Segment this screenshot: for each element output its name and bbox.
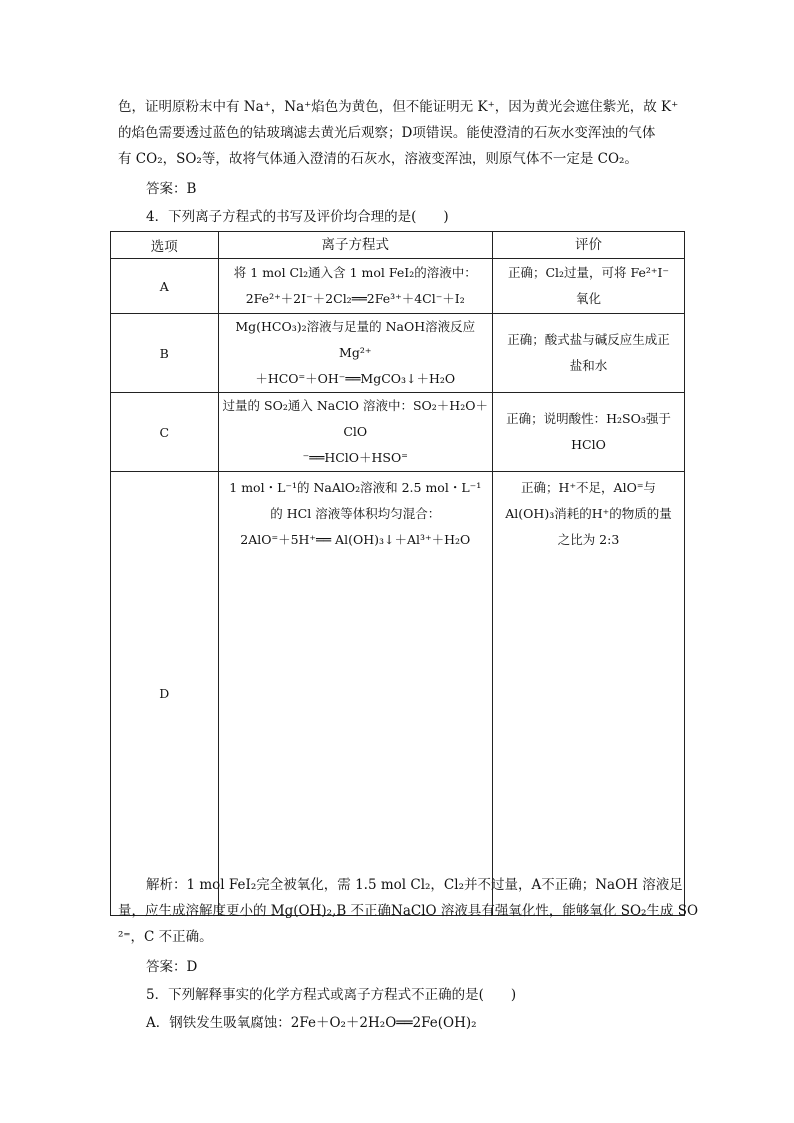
evaluation-b: [492, 314, 684, 393]
intro-line-1: 色，证明原粉末中有 Na⁺，Na⁺焰色为黄色，但不能证明无 K⁺，因为黄光会遮住紫光，故 K⁺: [118, 99, 679, 115]
evaluation-a-line-2: 氧化: [575, 291, 601, 306]
equation-d: [218, 472, 492, 916]
equation-a-line-1: 将 1 mol Cl₂通入含 1 mol FeI₂的溶液中：: [233, 265, 477, 280]
question-4-stem: 4．下列离子方程式的书写及评价均合理的是( ): [146, 209, 449, 225]
analysis-line-1: 解析：1 mol FeI₂完全被氧化，需 1.5 mol Cl₂，Cl₂并不过量，A不正确；NaOH 溶液足: [146, 877, 683, 893]
header-evaluation: 评价: [492, 232, 684, 259]
evaluation-b-line-2: 盐和水: [569, 358, 608, 373]
question-5-stem: 5．下列解释事实的化学方程式或离子方程式不正确的是( ): [146, 987, 517, 1003]
evaluation-c-line-2: HClO: [571, 437, 606, 452]
option-a: A: [111, 259, 219, 314]
question-5-option-a: A．钢铁发生吸氧腐蚀：2Fe＋O₂＋2H₂O══2Fe(OH)₂: [146, 1015, 477, 1031]
equation-b: [218, 314, 492, 393]
header-option: 选项: [111, 232, 219, 259]
option-c: C: [111, 393, 219, 472]
evaluation-a: [492, 259, 684, 314]
equation-d-line-2: 的 HCl 溶液等体积均匀混合：: [270, 506, 441, 521]
evaluation-d-line-1: 正确；H⁺不足，AlO⁼与: [521, 480, 656, 495]
equation-d-line-3: 2AlO⁼＋5H⁺══ Al(OH)₃↓＋Al³⁺＋H₂O: [240, 532, 471, 547]
option-d: D: [111, 472, 219, 916]
evaluation-b-line-1: 正确；酸式盐与碱反应生成正: [507, 332, 670, 347]
evaluation-c: [492, 393, 684, 472]
equation-d-line-1: 1 mol・L⁻¹的 NaAlO₂溶液和 2.5 mol・L⁻¹: [229, 480, 482, 495]
question-4-table: [110, 231, 685, 916]
answer-q4: 答案：D: [146, 959, 198, 975]
equation-a-line-2: 2Fe²⁺＋2I⁻＋2Cl₂══2Fe³⁺＋4Cl⁻＋I₂: [245, 291, 465, 306]
equation-c: [218, 393, 492, 472]
equation-c-line-2: ⁻══HClO＋HSO⁼: [302, 450, 408, 465]
equation-a: [218, 259, 492, 314]
intro-line-3: 有 CO₂，SO₂等，故将气体通入澄清的石灰水，溶液变浑浊，则原气体不一定是 CO₂。: [118, 151, 638, 167]
intro-line-2: 的焰色需要透过蓝色的钴玻璃滤去黄光后观察；D项错误。能使澄清的石灰水变浑浊的气体: [118, 125, 656, 141]
table-header-row: [111, 232, 685, 259]
evaluation-d-line-2: Al(OH)₃消耗的H⁺的物质的量: [505, 506, 672, 521]
option-b: B: [111, 314, 219, 393]
analysis-line-2: 量，应生成溶解度更小的 Mg(OH)₂,B 不正确NaClO 溶液具有强氧化性，能够氧化 SO₂生成 SO: [118, 903, 699, 919]
table-row: [111, 393, 685, 472]
evaluation-d-line-3: 之比为 2:3: [557, 532, 620, 547]
equation-b-line-1: Mg(HCO₃)₂溶液与足量的 NaOH溶液反应 Mg²⁺: [235, 319, 476, 360]
table-row: [111, 259, 685, 314]
equation-b-line-2: ＋HCO⁼＋OH⁻══MgCO₃↓＋H₂O: [255, 371, 456, 386]
evaluation-a-line-1: 正确；Cl₂过量，可将 Fe²⁺I⁻: [507, 265, 670, 280]
answer-q3: 答案：B: [146, 181, 197, 197]
equation-c-line-1: 过量的 SO₂通入 NaClO 溶液中：SO₂＋H₂O＋ClO: [222, 398, 488, 439]
evaluation-d: [492, 472, 684, 916]
analysis-line-3: ²⁼，C 不正确。: [118, 929, 213, 945]
table-row: [111, 472, 685, 916]
header-equation: 离子方程式: [218, 232, 492, 259]
table-row: [111, 314, 685, 393]
evaluation-c-line-1: 正确；说明酸性：H₂SO₃强于: [506, 411, 671, 426]
